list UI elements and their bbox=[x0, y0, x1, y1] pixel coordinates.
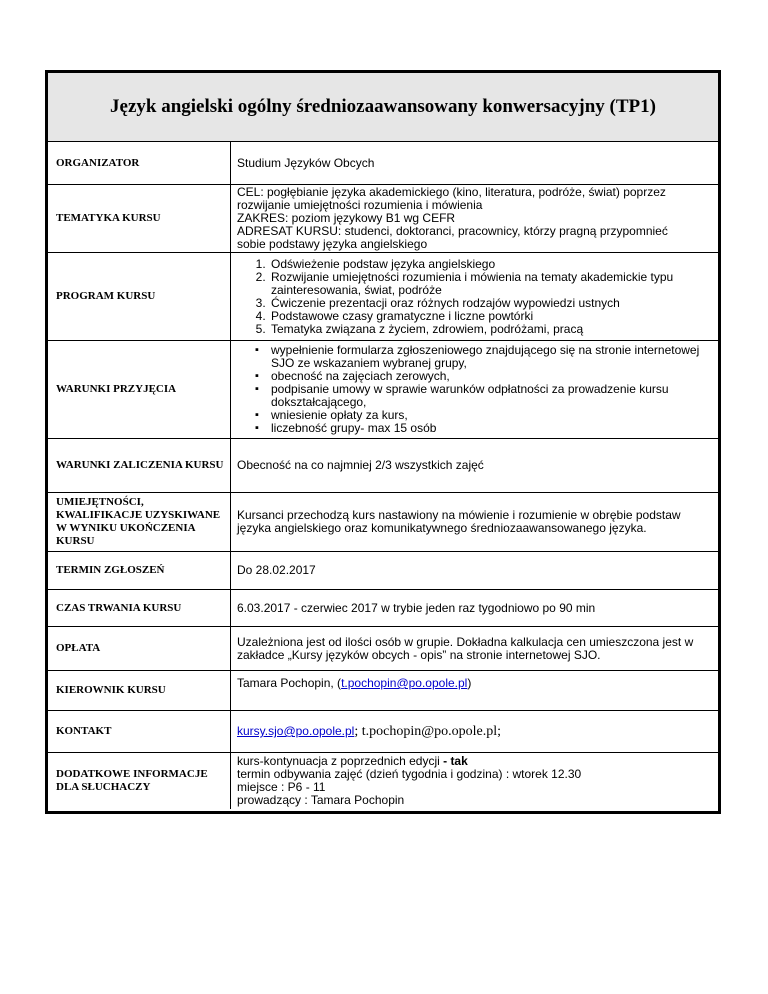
value-kontakt bbox=[231, 711, 718, 752]
dodatkowe-line1-bold: - tak bbox=[443, 754, 468, 768]
kontakt-email-plain: t.pochopin@po.opole.pl; bbox=[361, 724, 502, 739]
kierownik-close: ) bbox=[467, 676, 472, 690]
value-tematyka bbox=[231, 185, 718, 252]
label-dodatkowe: DODATKOWE INFORMACJE DLA SŁUCHACZY bbox=[48, 753, 231, 809]
zaliczenie-text: Obecność na co najmniej 2/3 wszystkich zajęć bbox=[237, 458, 484, 472]
value-warunki-zaliczenia bbox=[231, 439, 718, 492]
label-organizator: ORGANIZATOR bbox=[48, 142, 231, 184]
label-oplata: OPŁATA bbox=[48, 627, 231, 670]
warunki-item: ▪ wniesienie opłaty za kurs, bbox=[255, 409, 712, 422]
label-warunki-przyjecia: WARUNKI PRZYJĘCIA bbox=[48, 341, 231, 438]
row-warunki-przyjecia bbox=[48, 341, 718, 439]
row-program bbox=[48, 253, 718, 341]
oplata-text: Uzależniona jest od ilości osób w grupie. Dokładna kalkulacja cen umieszczona jest w zakładce „Kursy języków obcych - opis” na stronie internetowej SJO. bbox=[237, 634, 694, 662]
warunki-item: ▪ wypełnienie formularza zgłoszeniowego znajdującego się na stronie internetowej SJO ze wskazaniem wybranej grupy, bbox=[255, 344, 712, 370]
warunki-item: ▪ liczebność grupy- max 15 osób bbox=[255, 422, 712, 435]
tematyka-line: ZAKRES: poziom językowy B1 wg CEFR bbox=[237, 211, 456, 225]
label-kierownik: KIEROWNIK KURSU bbox=[48, 671, 231, 710]
title-row bbox=[48, 73, 718, 142]
kontakt-text bbox=[237, 725, 712, 738]
kierownik-email-link[interactable]: t.pochopin@po.opole.pl bbox=[341, 676, 468, 690]
dodatkowe-line: termin odbywania zajęć (dzień tygodnia i godzina) : wtorek 12.30 bbox=[237, 767, 582, 781]
program-item: 1. Odświeżenie podstaw języka angielskiego bbox=[269, 258, 712, 271]
row-kontakt bbox=[48, 711, 718, 753]
label-tematyka: TEMATYKA KURSU bbox=[48, 185, 231, 252]
row-kierownik bbox=[48, 671, 718, 711]
dodatkowe-line: prowadzący : Tamara Pochopin bbox=[237, 793, 405, 807]
organizator-text: Studium Języków Obcych bbox=[237, 155, 375, 170]
row-czas bbox=[48, 590, 718, 627]
czas-text: 6.03.2017 - czerwiec 2017 w trybie jeden raz tygodniowo po 90 min bbox=[237, 600, 596, 615]
row-organizator bbox=[48, 142, 718, 185]
dodatkowe-line: miejsce : P6 - 11 bbox=[237, 780, 326, 794]
dodatkowe-line1-text: kurs-kontynuacja z poprzednich edycji bbox=[237, 754, 444, 768]
value-kierownik bbox=[231, 671, 718, 710]
row-dodatkowe bbox=[48, 753, 718, 809]
tematyka-line: ADRESAT KURSU: studenci, doktoranci, pracownicy, którzy pragną przypomnieć bbox=[237, 224, 668, 238]
row-umiejetnosci bbox=[48, 493, 718, 552]
row-oplata bbox=[48, 627, 718, 671]
row-warunki-zaliczenia bbox=[48, 439, 718, 493]
warunki-item: ▪ obecność na zajęciach zerowych, bbox=[255, 370, 712, 383]
warunki-list bbox=[237, 344, 712, 435]
program-item: 2. Rozwijanie umiejętności rozumienia i mówienia na tematy akademickie typu zainteresowania, świat, podróże bbox=[269, 271, 712, 297]
umiejetnosci-text: Kursanci przechodzą kurs nastawiony na mówienie i rozumienie w obrębie podstaw języka angielskiego oraz komunikatywnego średniozaawansowanego języka. bbox=[237, 508, 681, 535]
value-organizator bbox=[231, 142, 718, 184]
value-oplata bbox=[231, 627, 718, 670]
program-list bbox=[237, 258, 712, 336]
value-umiejetnosci bbox=[231, 493, 718, 551]
page-title: Język angielski ogólny średniozaawansowany konwersacyjny (TP1) bbox=[110, 96, 656, 117]
program-item: 4. Podstawowe czasy gramatyczne i liczne powtórki bbox=[269, 310, 712, 323]
warunki-item: ▪ podpisanie umowy w sprawie warunków odpłatności za prowadzenie kursu dokształcającego, bbox=[255, 383, 712, 409]
kierownik-name: Tamara Pochopin, ( bbox=[237, 676, 342, 690]
kierownik-text bbox=[237, 677, 712, 690]
tematyka-line: rozwijanie umiejętności rozumienia i mówienia bbox=[237, 198, 483, 212]
label-umiejetnosci: UMIEJĘTNOŚCI, KWALIFIKACJE UZYSKIWANE W WYNIKU UKOŃCZENIA KURSU bbox=[48, 493, 231, 551]
course-info-table bbox=[45, 70, 721, 814]
tematyka-line: sobie podstawy języka angielskiego bbox=[237, 237, 428, 251]
label-termin: TERMIN ZGŁOSZEŃ bbox=[48, 552, 231, 589]
label-czas: CZAS TRWANIA KURSU bbox=[48, 590, 231, 626]
kontakt-email-link[interactable]: kursy.sjo@po.opole.pl bbox=[237, 724, 355, 738]
tematyka-line: CEL: pogłębianie języka akademickiego (kino, literatura, podróże, świat) poprzez bbox=[237, 185, 666, 199]
termin-text: Do 28.02.2017 bbox=[237, 563, 316, 577]
value-warunki-przyjecia bbox=[231, 341, 718, 438]
row-termin bbox=[48, 552, 718, 590]
label-program: PROGRAM KURSU bbox=[48, 253, 231, 340]
label-warunki-zaliczenia: WARUNKI ZALICZENIA KURSU bbox=[48, 439, 231, 492]
value-program bbox=[231, 253, 718, 340]
label-kontakt: KONTAKT bbox=[48, 711, 231, 752]
value-termin bbox=[231, 552, 718, 589]
program-item: 5. Tematyka związana z życiem, zdrowiem, podróżami, pracą bbox=[269, 323, 712, 336]
row-tematyka bbox=[48, 185, 718, 253]
kontakt-separator: ; bbox=[354, 724, 362, 739]
value-czas bbox=[231, 590, 718, 626]
value-dodatkowe bbox=[231, 753, 718, 809]
program-item: 3. Ćwiczenie prezentacji oraz różnych rodzajów wypowiedzi ustnych bbox=[269, 297, 712, 310]
